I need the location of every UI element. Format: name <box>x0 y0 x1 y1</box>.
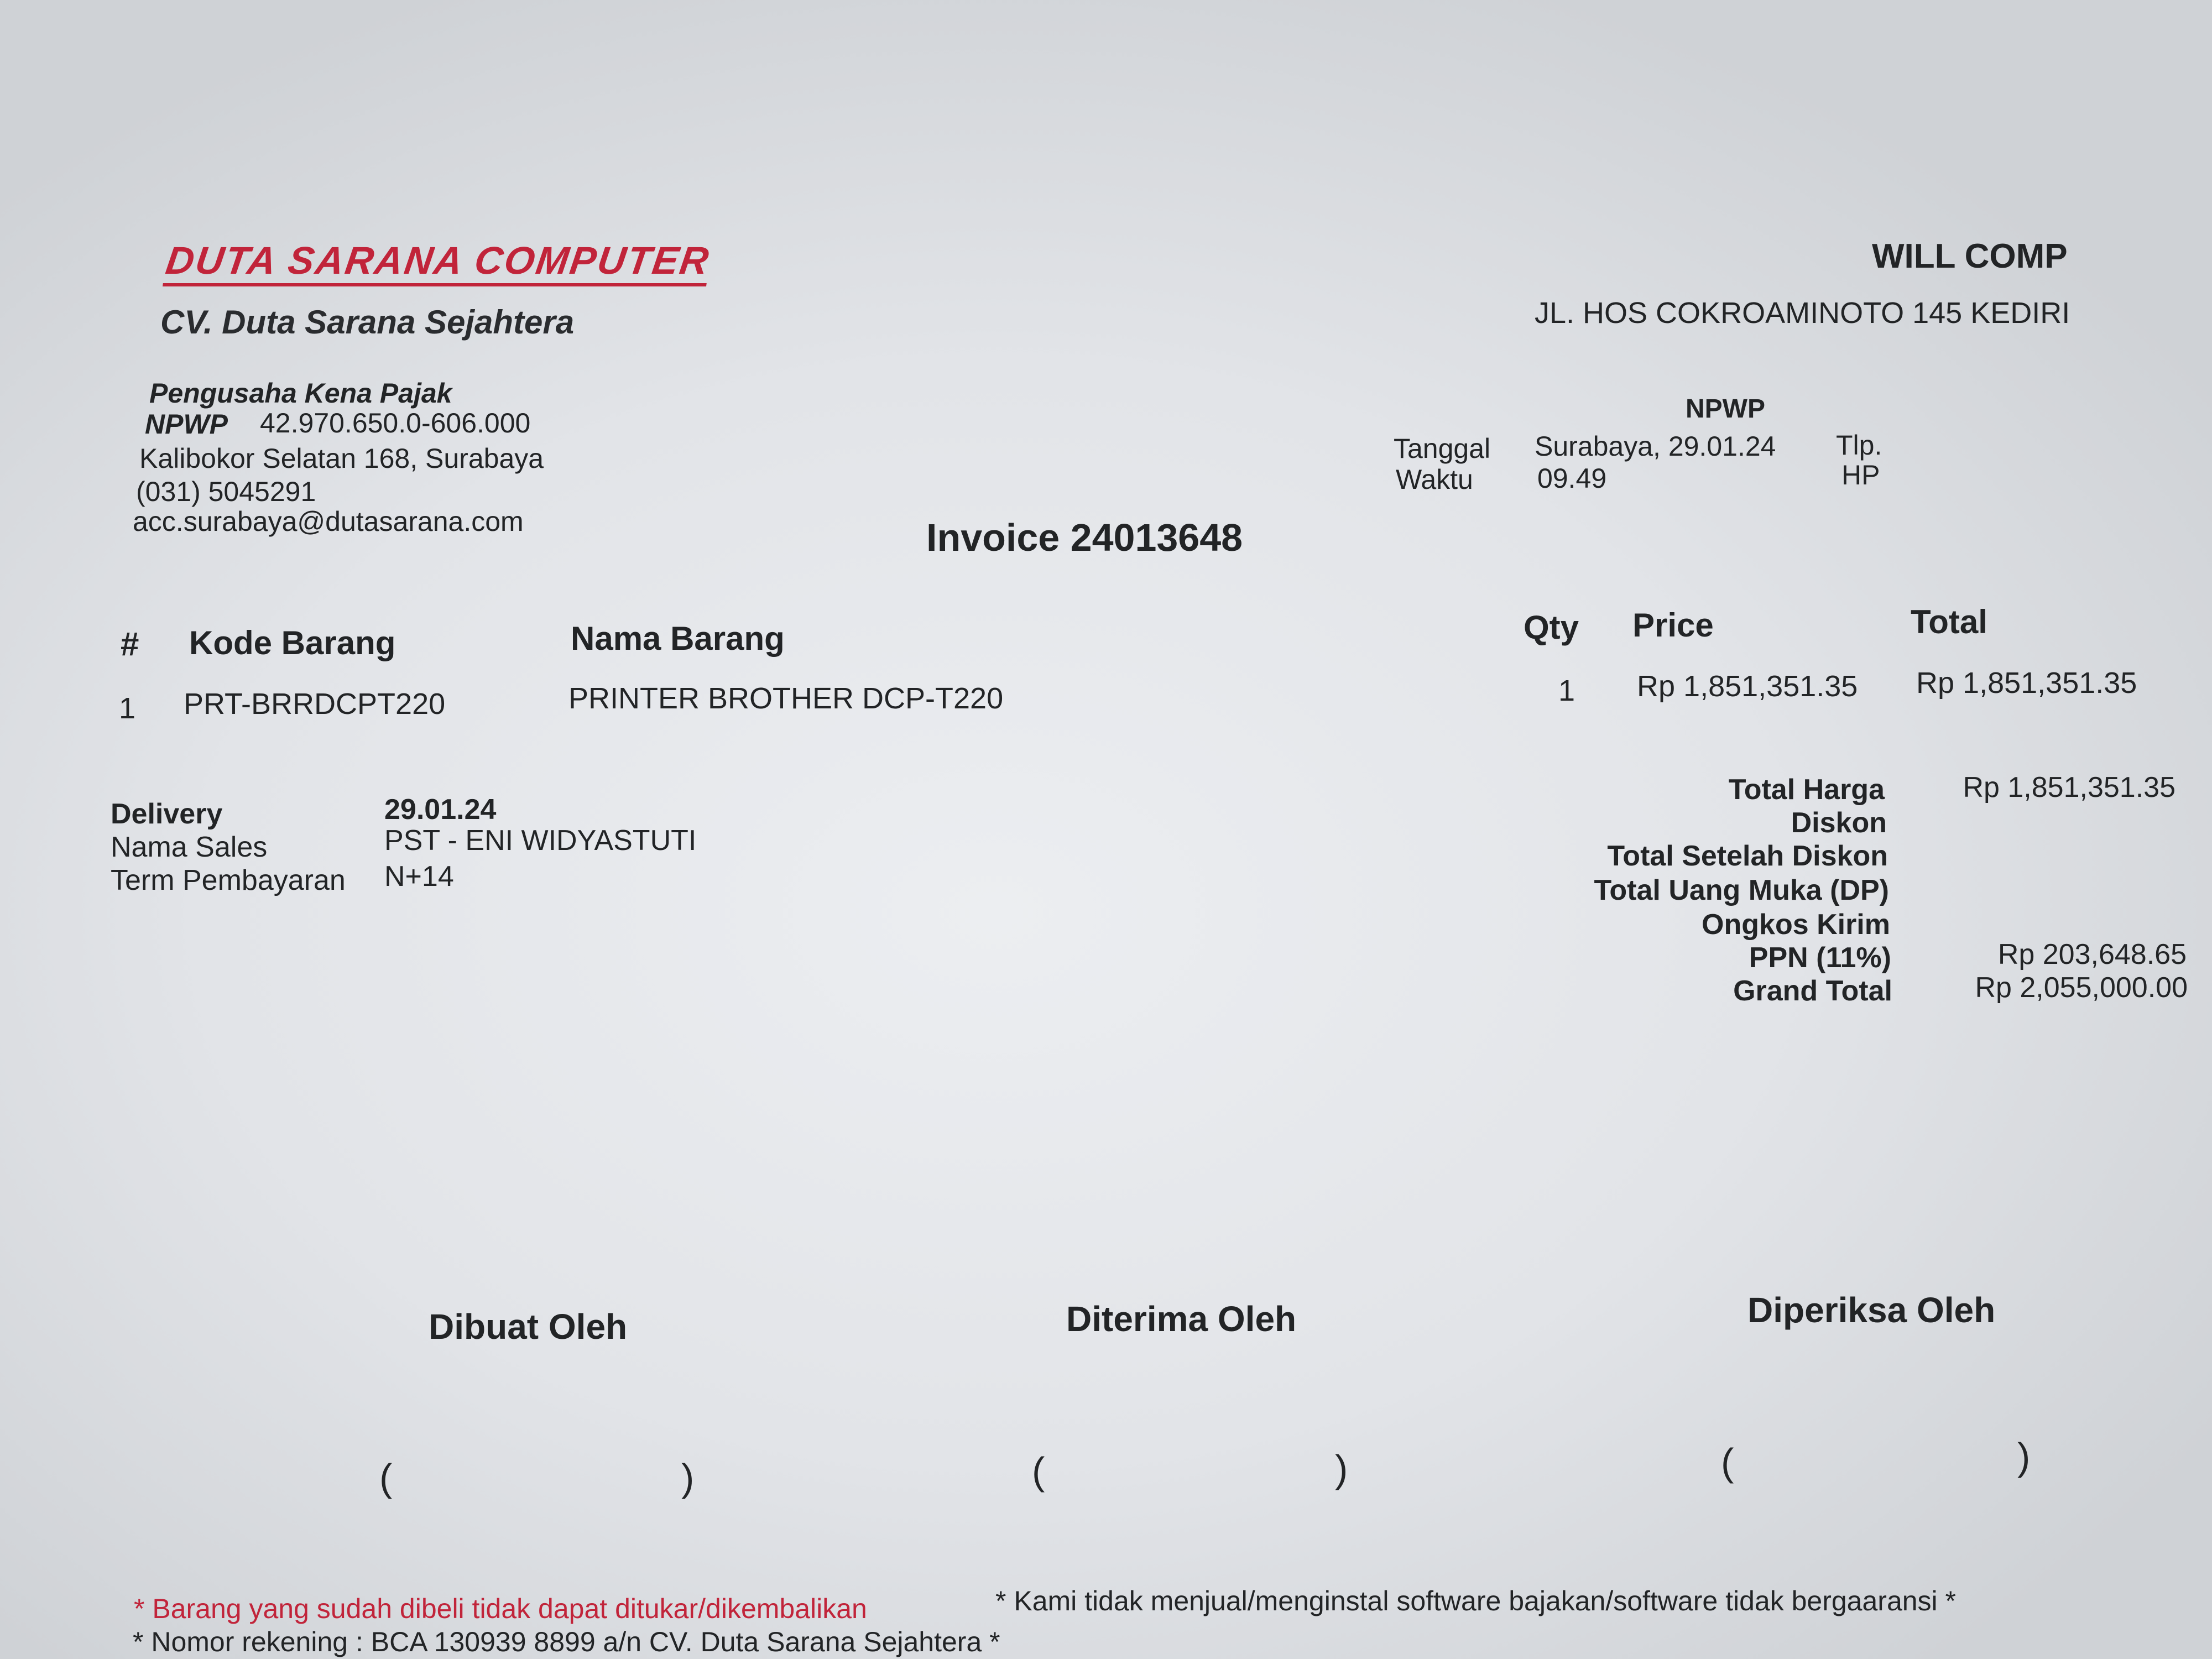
time-label: Waktu <box>1396 464 1473 495</box>
table-header-code: Kode Barang <box>189 624 396 661</box>
row-item-code: PRT-BRRDCPT220 <box>184 687 446 721</box>
sales-label: Nama Sales <box>111 831 268 863</box>
signature-received-close: ) <box>1335 1447 1348 1490</box>
seller-pkp-label: Pengusaha Kena Pajak <box>149 378 452 409</box>
row-total: Rp 1,851,351.35 <box>1916 666 2137 700</box>
phone-label: Tlp. <box>1836 430 1882 461</box>
signature-received-by-label: Diterima Oleh <box>1066 1299 1297 1339</box>
table-header-price: Price <box>1632 607 1714 644</box>
ppn-value: Rp 203,648.65 <box>1997 938 2187 971</box>
table-header-no: # <box>121 625 139 662</box>
hp-label: HP <box>1841 460 1880 491</box>
seller-npwp-value: 42.970.650.0-606.000 <box>260 408 531 439</box>
seller-logo: DUTA SARANA COMPUTER <box>163 239 713 286</box>
time-value: 09.49 <box>1537 463 1607 494</box>
customer-name: WILL COMP <box>1872 237 2068 275</box>
grand-total-value: Rp 2,055,000.00 <box>1975 972 2188 1004</box>
customer-npwp-label: NPWP <box>1686 394 1765 424</box>
total-setelah-diskon-label: Total Setelah Diskon <box>1607 840 1888 872</box>
footer-bank-account-note: * Nomor rekening : BCA 130939 8899 a/n CV. Duta Sarana Sejahtera * <box>133 1626 1000 1657</box>
date-value: Surabaya, 29.01.24 <box>1535 431 1776 462</box>
total-harga-value: Rp 1,851,351.35 <box>1963 771 2176 804</box>
signature-checked-open: ( <box>1721 1441 1734 1484</box>
seller-company-name: CV. Duta Sarana Sejahtera <box>160 304 575 341</box>
footer-no-piracy-note: * Kami tidak menjual/menginstal software bajakan/software tidak bergaaransi * <box>995 1585 1957 1616</box>
invoice-title: Invoice 24013648 <box>926 516 1243 559</box>
ppn-label: PPN (11%) <box>1749 942 1891 974</box>
signature-checked-by-label: Diperiksa Oleh <box>1747 1290 1996 1330</box>
uang-muka-label: Total Uang Muka (DP) <box>1594 874 1889 906</box>
row-number: 1 <box>119 692 136 725</box>
seller-npwp-label: NPWP <box>145 409 228 440</box>
signature-made-open: ( <box>379 1456 393 1499</box>
row-item-name: PRINTER BROTHER DCP-T220 <box>568 682 1004 715</box>
seller-email: acc.surabaya@dutasarana.com <box>133 506 524 537</box>
table-header-qty: Qty <box>1524 609 1579 646</box>
delivery-label: Delivery <box>111 798 223 830</box>
term-value: N+14 <box>384 860 454 893</box>
signature-made-close: ) <box>681 1456 695 1499</box>
sales-value: PST - ENI WIDYASTUTI <box>384 825 697 857</box>
signature-made-by-label: Dibuat Oleh <box>429 1307 628 1347</box>
customer-address: JL. HOS COKROAMINOTO 145 KEDIRI <box>1535 296 2070 330</box>
table-header-total: Total <box>1911 603 1987 640</box>
total-harga-label: Total Harga <box>1728 774 1885 806</box>
row-price: Rp 1,851,351.35 <box>1637 670 1858 703</box>
seller-address: Kalibokor Selatan 168, Surabaya <box>139 443 544 474</box>
diskon-label: Diskon <box>1791 807 1887 839</box>
row-qty: 1 <box>1558 674 1575 707</box>
table-header-name: Nama Barang <box>571 620 785 657</box>
ongkos-kirim-label: Ongkos Kirim <box>1702 909 1890 941</box>
signature-received-open: ( <box>1032 1449 1045 1493</box>
signature-checked-close: ) <box>2017 1435 2031 1478</box>
term-label: Term Pembayaran <box>111 864 346 896</box>
delivery-value: 29.01.24 <box>384 794 497 826</box>
date-label: Tanggal <box>1394 433 1491 464</box>
footer-no-return-note: * Barang yang sudah dibeli tidak dapat ditukar/dikembalikan <box>134 1593 867 1624</box>
seller-phone: (031) 5045291 <box>136 476 316 507</box>
grand-total-label: Grand Total <box>1733 975 1892 1007</box>
